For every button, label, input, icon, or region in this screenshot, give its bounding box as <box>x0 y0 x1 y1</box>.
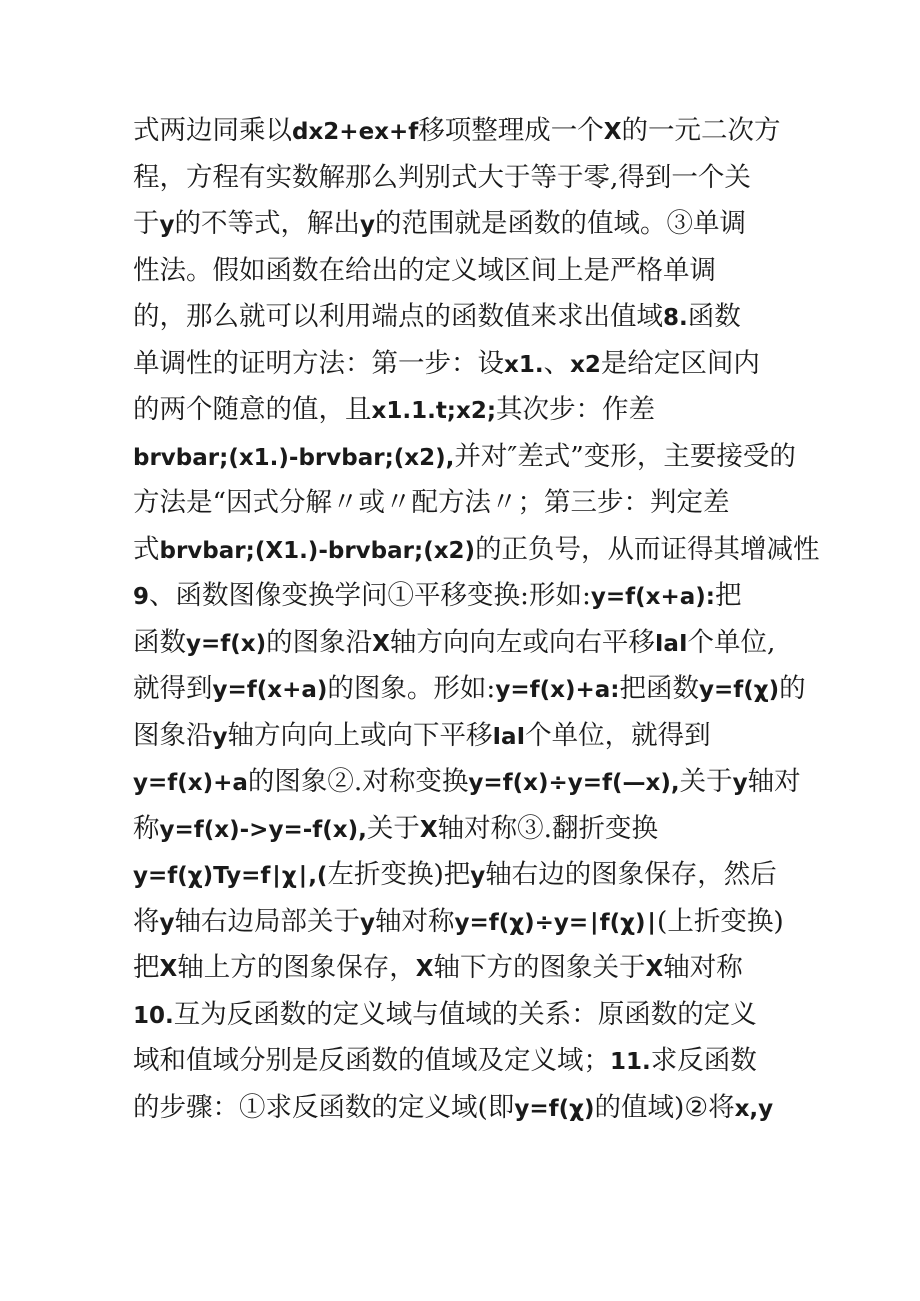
text-line: 将y轴右边局部关于y轴对称y=f(χ)÷y=∣f(χ)∣(上折变换) <box>133 905 784 937</box>
text-line: 9、函数图像变换学问①平移变换:形如:y=f(x+a):把 <box>133 580 742 611</box>
text-line: 的，那么就可以利用端点的函数值来求出值域8.函数 <box>133 301 741 332</box>
document-body <box>133 108 820 1131</box>
text-line: brvbar;(x1.)-brvbar;(x2),并对″差式”变形，主要接受的 <box>133 440 796 472</box>
text-line: 于y的不等式，解出y的范围就是函数的值域。③单调 <box>133 208 746 239</box>
text-line: 式两边同乘以dx2+ex+f移项整理成一个X的一元二次方 <box>133 115 781 146</box>
text-line: 10.互为反函数的定义域与值域的关系：原函数的定义 <box>133 998 757 1030</box>
text-line: 域和值域分别是反函数的值域及定义域；11.求反函数 <box>133 1045 757 1076</box>
text-line: 把X轴上方的图象保存，X轴下方的图象关于X轴对称 <box>133 952 743 983</box>
text-line: 程，方程有实数解那么判别式大于等于零,得到一个关 <box>133 161 751 193</box>
text-line: 式brvbar;(X1.)-brvbar;(x2)的正负号，从而证得其增减性 <box>133 533 820 565</box>
text-line: 性法。假如函数在给出的定义域区间上是严格单调 <box>133 254 716 286</box>
text-line: 方法是“因式分解〃或〃配方法〃；第三步：判定差 <box>133 487 730 518</box>
text-line: 的两个随意的值，且x1.1.t;x2;其次步：作差 <box>133 394 656 425</box>
text-line: 的步骤：①求反函数的定义域(即y=f(χ)的值域)②将x,y <box>133 1091 774 1123</box>
text-line: y=f(χ)Ty=f∣χ∣,(左折变换)把y轴右边的图象保存，然后 <box>133 859 777 890</box>
text-line: 函数y=f(x)的图象沿X轴方向向左或向右平移IaI个单位, <box>133 626 776 658</box>
text-line: 就得到y=f(x+a)的图象。形如:y=f(x)+a:把函数y=f(χ)的 <box>133 673 806 704</box>
text-line: 称y=f(x)->y=-f(x),关于X轴对称③.翻折变换 <box>133 812 659 844</box>
text-line: 单调性的证明方法：第一步：设x1.、x2是给定区间内 <box>133 347 760 379</box>
text-line: y=f(x)+a的图象②.对称变换y=f(x)÷y=f(—x),关于y轴对 <box>133 766 801 797</box>
text-line: 图象沿y轴方向向上或向下平移IaI个单位，就得到 <box>133 719 711 751</box>
